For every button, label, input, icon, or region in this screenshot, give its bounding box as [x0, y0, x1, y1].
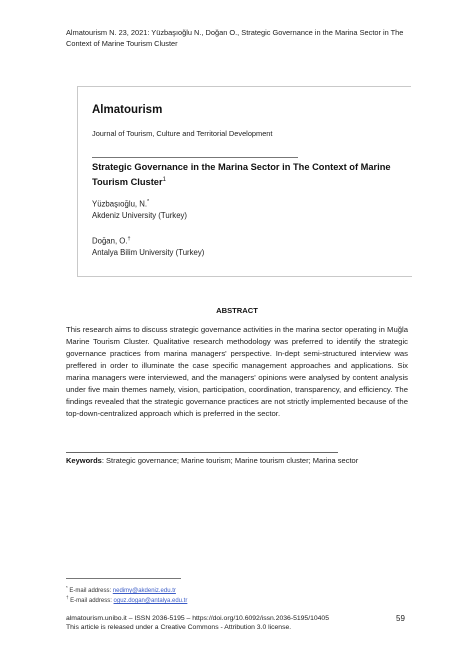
paper-title-footnote-mark: 1	[162, 177, 166, 183]
email-link-1[interactable]: nedimy@akdeniz.edu.tr	[112, 588, 176, 594]
author-footnote-mark: †	[127, 236, 131, 242]
footer-license: This article is released under a Creative Commons - Attribution 3.0 license.	[66, 624, 292, 631]
keywords-label: Keywords	[66, 456, 102, 465]
author-block-2	[92, 234, 204, 258]
footnote-prefix: E-mail address:	[67, 588, 113, 594]
paper-title	[92, 161, 392, 189]
title-divider	[92, 157, 298, 158]
footnote-mark: †	[66, 595, 69, 600]
journal-subtitle: Journal of Tourism, Culture and Territorial Development	[92, 129, 273, 138]
footnote-mark: *	[66, 585, 68, 590]
keywords-text: : Strategic governance; Marine tourism; Marine tourism cluster; Marina sector	[101, 456, 359, 465]
footnote-2	[66, 594, 187, 605]
footer-issn-doi: almatourism.unibo.it – ISSN 2036-5195 – https://doi.org/10.6092/issn.2036-5195/10405	[66, 615, 329, 622]
paper-title-text: Strategic Governance in the Marina Sector in The Context of Marine Tourism Cluster	[92, 162, 391, 188]
author-name: Doğan, O.	[92, 236, 128, 246]
page-number: 59	[396, 614, 405, 623]
author-affiliation: Antalya Bilim University (Turkey)	[92, 247, 205, 257]
author-footnote-mark: *	[147, 199, 150, 205]
footnote-rule	[66, 578, 181, 579]
title-box-top-rule	[77, 86, 411, 87]
keywords-line	[66, 456, 416, 465]
author-name: Yüzbaşıoğlu, N.	[92, 199, 148, 209]
footnote-prefix: E-mail address:	[68, 598, 114, 604]
journal-title: Almatourism	[92, 104, 163, 116]
author-affiliation: Akdeniz University (Turkey)	[92, 210, 188, 220]
email-link-2[interactable]: oguz.dogan@antalya.edu.tr	[113, 598, 188, 604]
running-head: Almatourism N. 23, 2021: Yüzbaşıoğlu N., Doğan O., Strategic Governance in the Marina Sector in The Context of Marine Tourism Cluster	[66, 28, 404, 48]
abstract-body: This research aims to discuss strategic governance activities in the marina sector operating in Muğla Marine Tourism Cluster. Qualitative research methodology was preferred to identify the strategic governance practices from marina managers' perspective. In-dept semi-structured interview was preffered in order to illuminate the case specific management approaches and applications. Six marina managers were interviewed, and the managers' opinions were analysed by content analysis under five main themes namely, vision, participation, coordination, transparency, and efficiency. The findings revealed that the strategic governance practices are not strictly implemented because of the top-down-centralized approach which is preferred in the sector.	[66, 325, 408, 418]
author-block-1	[92, 197, 187, 221]
abstract-heading: ABSTRACT	[216, 306, 258, 315]
keywords-rule	[66, 452, 338, 453]
